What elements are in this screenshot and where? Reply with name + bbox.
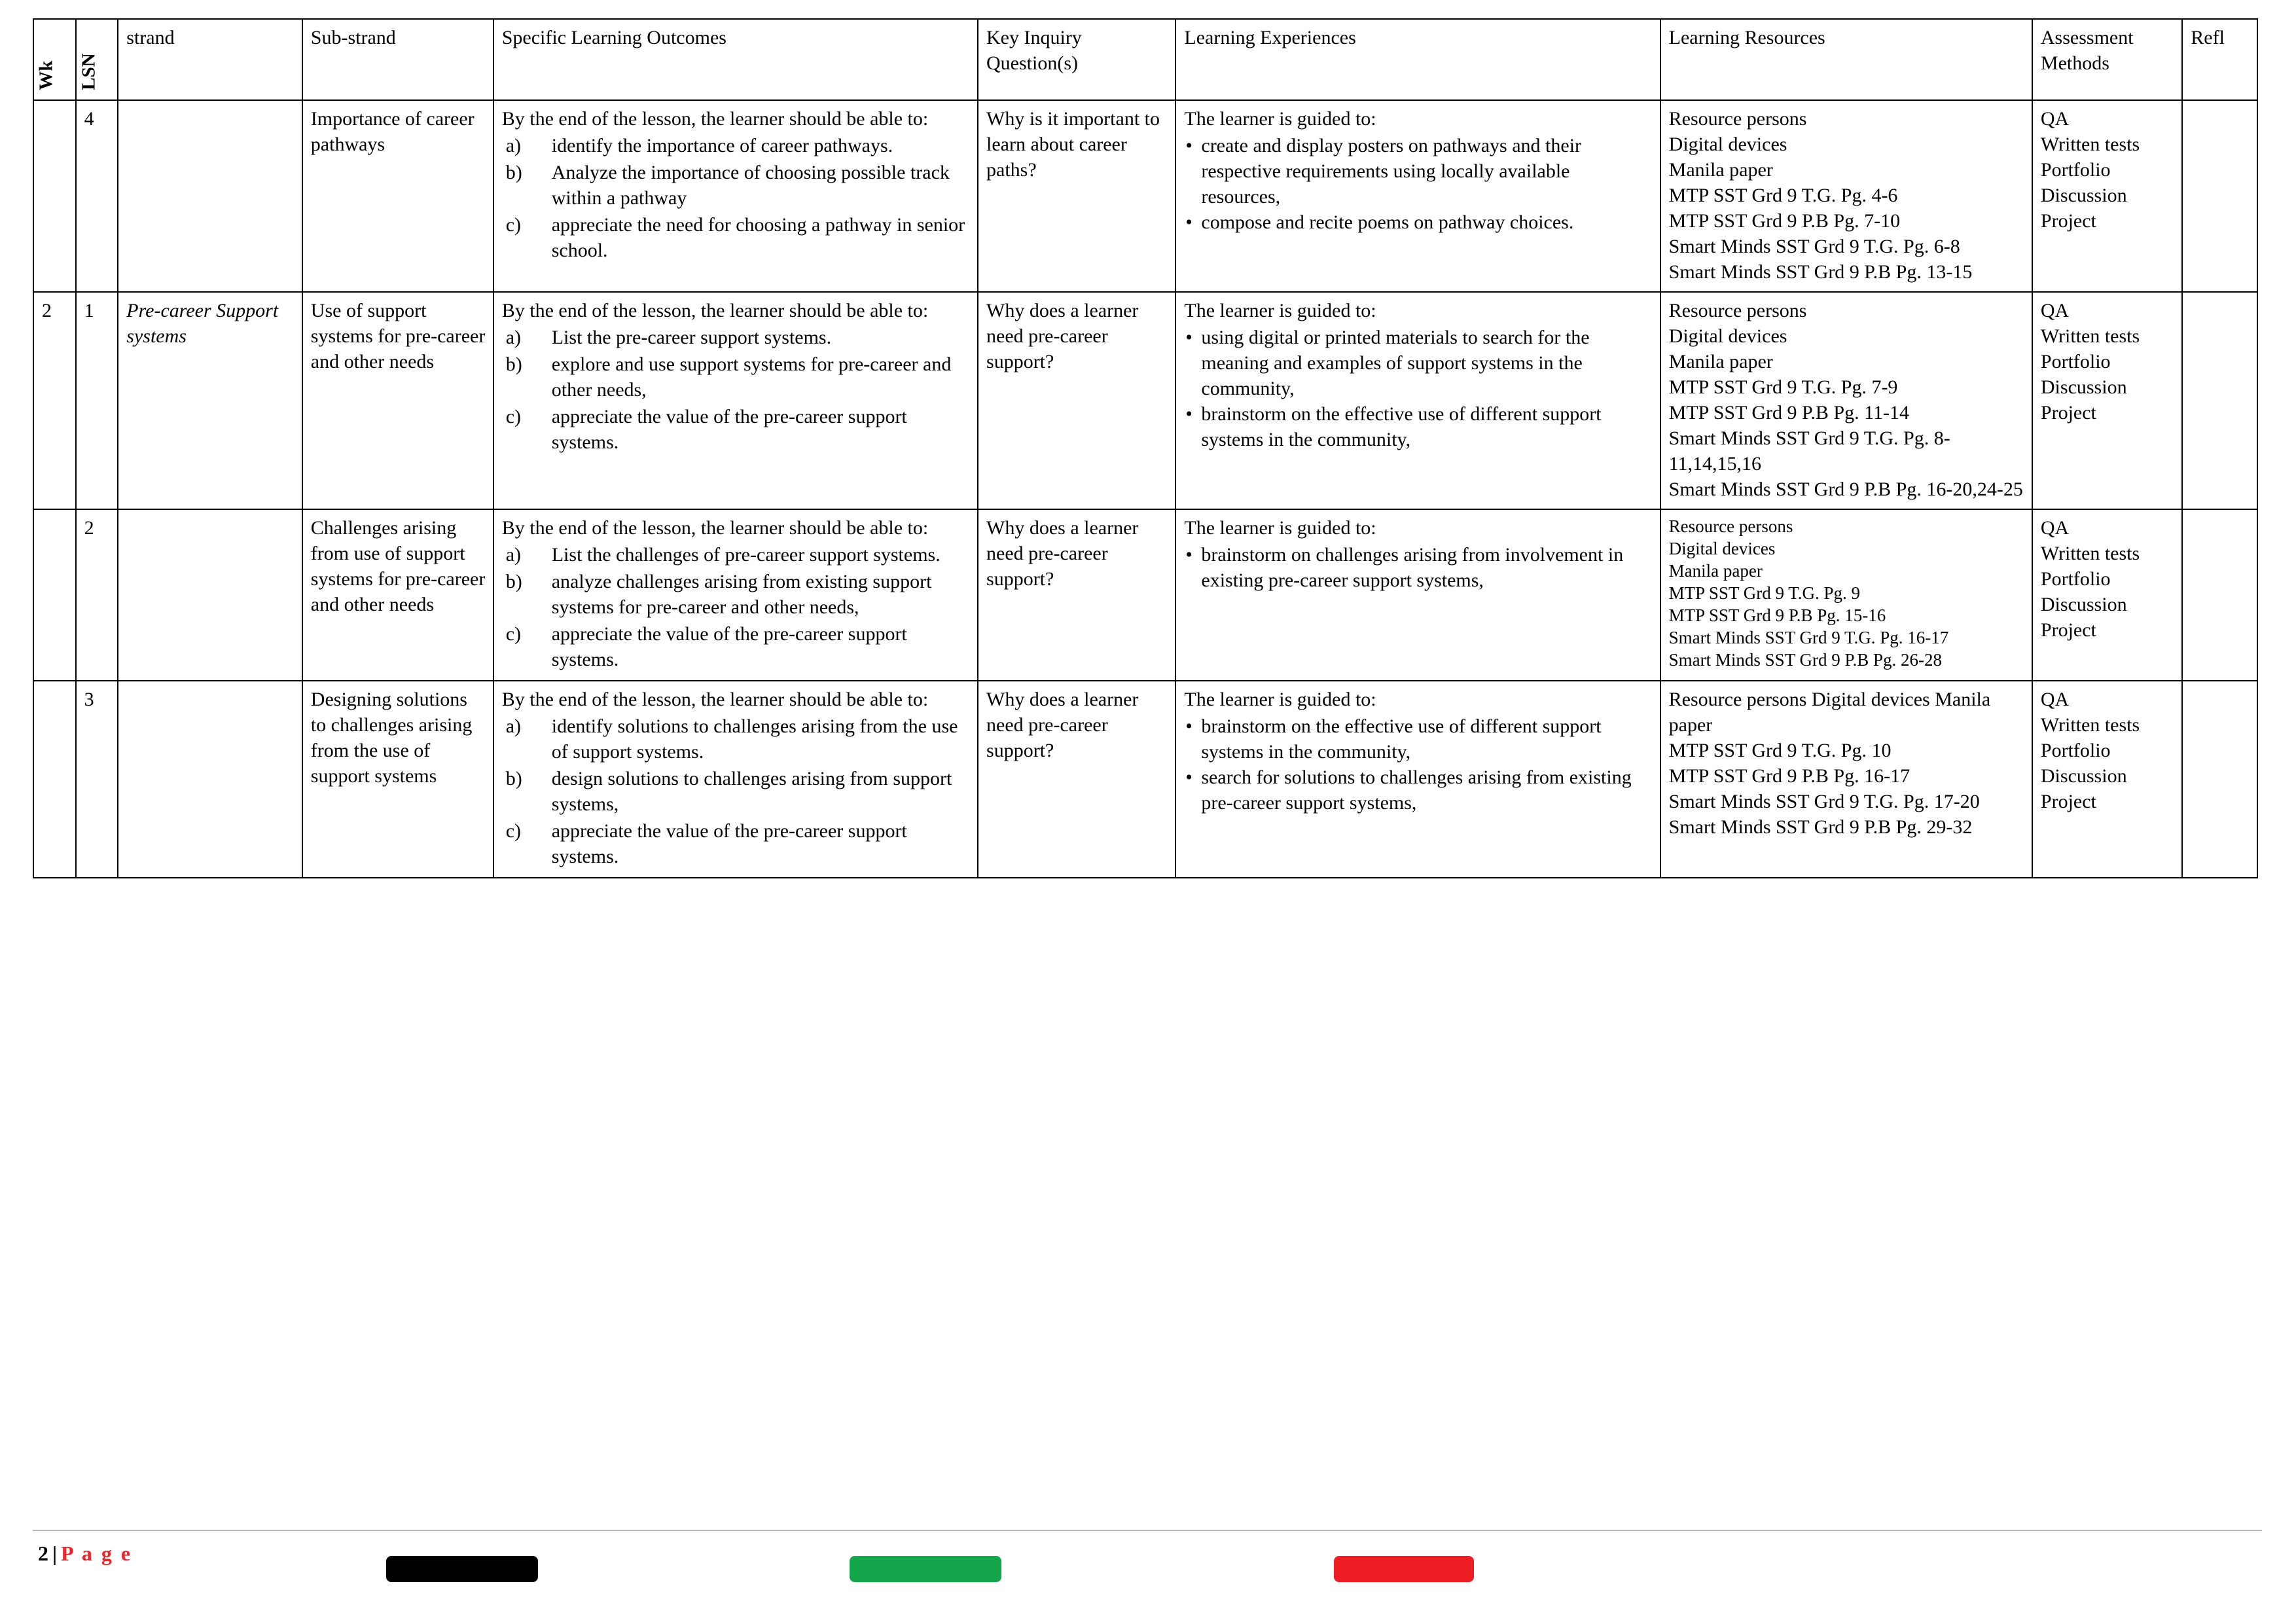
learning-resource-item: Manila paper	[1668, 351, 1773, 372]
slo-list	[502, 713, 971, 869]
slo-item	[502, 352, 971, 403]
learning-resource-item: Smart Minds SST Grd 9 P.B Pg. 29-32	[1668, 816, 1973, 838]
page-number-value: 2	[38, 1542, 48, 1565]
slo-item	[502, 325, 971, 350]
learning-experiences-list	[1184, 133, 1653, 235]
table-row	[33, 509, 2257, 681]
cell-specific-learning-outcomes	[493, 681, 978, 878]
cell-specific-learning-outcomes	[493, 100, 978, 292]
column-header-assessment-methods	[2032, 19, 2182, 100]
table-body	[33, 100, 2257, 878]
learning-resource-item: MTP SST Grd 9 P.B Pg. 11-14	[1668, 402, 1909, 424]
learning-resource-item: Digital devices	[1668, 134, 1787, 155]
slo-item-label: b)	[505, 768, 522, 789]
cell-reflection	[2182, 292, 2257, 509]
slo-item-text: appreciate the value of the pre-career support systems.	[551, 820, 907, 867]
column-header-sub-strand: Sub-strand	[302, 19, 493, 100]
cell-key-inquiry-question: Why is it important to learn about career paths?	[978, 100, 1175, 292]
learning-resource-item: Resource persons	[1668, 300, 1807, 321]
cell-strand: Pre-career Support systems	[118, 292, 302, 509]
slo-intro: By the end of the lesson, the learner should be able to:	[501, 517, 929, 539]
learning-experiences-intro: The learner is guided to:	[1184, 517, 1376, 539]
assessment-method-item: Discussion	[2040, 376, 2127, 398]
column-header-strand: strand	[118, 19, 302, 100]
learning-experiences-list	[1184, 325, 1653, 452]
slo-item-label: b)	[505, 353, 522, 375]
black-color-swatch	[386, 1556, 538, 1582]
assessment-header-line1: Assessment	[2040, 27, 2134, 48]
column-header-wk: Wk	[33, 19, 76, 100]
learning-resource-item: MTP SST Grd 9 T.G. Pg. 7-9	[1668, 376, 1898, 398]
cell-lesson: 3	[76, 681, 118, 878]
slo-item	[502, 133, 971, 158]
slo-item-text: List the challenges of pre-career support systems.	[551, 544, 941, 566]
slo-intro: By the end of the lesson, the learner should be able to:	[501, 300, 929, 321]
cell-assessment-methods	[2032, 681, 2182, 878]
page-footer	[0, 1526, 2296, 1624]
column-header-key-inquiry-questions	[978, 19, 1175, 100]
learning-resource-item: Smart Minds SST Grd 9 P.B Pg. 16-20,24-25	[1668, 478, 2023, 500]
assessment-method-item: Written tests	[2040, 543, 2140, 564]
learning-experiences-intro: The learner is guided to:	[1184, 300, 1376, 321]
cell-week	[33, 100, 76, 292]
assessment-method-item: Project	[2040, 619, 2096, 641]
footer-divider	[33, 1530, 2262, 1531]
learning-resource-item: Smart Minds SST Grd 9 P.B Pg. 26-28	[1668, 650, 1942, 670]
learning-experience-item: • compose and recite poems on pathway choices.	[1184, 209, 1653, 235]
red-color-swatch	[1334, 1556, 1474, 1582]
cell-reflection	[2182, 100, 2257, 292]
assessment-method-item: QA	[2040, 517, 2070, 539]
slo-item	[502, 766, 971, 817]
assessment-method-item: Project	[2040, 210, 2096, 232]
slo-item	[502, 212, 971, 263]
learning-resource-item: Digital devices	[1668, 325, 1787, 347]
cell-strand	[118, 681, 302, 878]
learning-experience-item: • brainstorm on the effective use of different support systems in the community,	[1184, 401, 1653, 452]
cell-learning-resources	[1660, 681, 2032, 878]
green-color-swatch	[850, 1556, 1001, 1582]
assessment-method-item: Discussion	[2040, 594, 2127, 615]
cell-learning-experiences	[1175, 100, 1660, 292]
learning-resource-item: MTP SST Grd 9 T.G. Pg. 9	[1668, 583, 1860, 604]
assessment-method-item: Portfolio	[2040, 568, 2111, 590]
learning-resource-item: MTP SST Grd 9 T.G. Pg. 4-6	[1668, 185, 1898, 206]
cell-learning-resources	[1660, 292, 2032, 509]
learning-resource-item: Manila paper	[1668, 159, 1773, 181]
learning-resource-item: Digital devices	[1668, 539, 1776, 559]
table-row	[33, 681, 2257, 878]
assessment-header-line2: Methods	[2040, 52, 2109, 74]
cell-lesson: 2	[76, 509, 118, 681]
cell-key-inquiry-question: Why does a learner need pre-career support?	[978, 292, 1175, 509]
assessment-method-item: Discussion	[2040, 185, 2127, 206]
column-header-lsn: LSN	[76, 19, 118, 100]
assessment-method-item: Written tests	[2040, 325, 2140, 347]
cell-learning-resources	[1660, 509, 2032, 681]
learning-resource-item: MTP SST Grd 9 P.B Pg. 15-16	[1668, 605, 1886, 626]
column-header-specific-learning-outcomes: Specific Learning Outcomes	[493, 19, 978, 100]
cell-sub-strand: Designing solutions to challenges arising from the use of support systems	[302, 681, 493, 878]
cell-learning-resources	[1660, 100, 2032, 292]
assessment-method-item: Project	[2040, 791, 2096, 812]
slo-item-text: analyze challenges arising from existing support systems for pre-career and other needs,	[551, 571, 932, 618]
slo-item-label: c)	[505, 406, 522, 427]
assessment-method-item: Portfolio	[2040, 159, 2111, 181]
assessment-method-item: Portfolio	[2040, 740, 2111, 761]
learning-resource-item: MTP SST Grd 9 T.G. Pg. 10	[1668, 740, 1892, 761]
learning-resource-item: Resource persons	[1668, 516, 1793, 536]
learning-experience-item: • using digital or printed materials to search for the meaning and examples of support systems in the community,	[1184, 325, 1653, 401]
cell-assessment-methods	[2032, 292, 2182, 509]
learning-resource-item: Smart Minds SST Grd 9 T.G. Pg. 16-17	[1668, 628, 1949, 648]
assessment-method-item: QA	[2040, 300, 2070, 321]
slo-item-label: c)	[505, 214, 522, 236]
learning-resource-item: MTP SST Grd 9 P.B Pg. 7-10	[1668, 210, 1901, 232]
cell-specific-learning-outcomes	[493, 292, 978, 509]
learning-resource-item: Smart Minds SST Grd 9 T.G. Pg. 8-11,14,15,16	[1668, 427, 1950, 475]
cell-key-inquiry-question: Why does a learner need pre-career support?	[978, 509, 1175, 681]
cell-specific-learning-outcomes	[493, 509, 978, 681]
slo-item-text: Analyze the importance of choosing possible track within a pathway	[551, 162, 950, 209]
cell-lesson: 4	[76, 100, 118, 292]
assessment-method-item: Discussion	[2040, 765, 2127, 787]
scheme-of-work-table	[33, 18, 2258, 878]
page-number-separator: |	[52, 1542, 58, 1565]
kiq-header-line2: Question(s)	[986, 52, 1078, 74]
slo-item-label: b)	[505, 571, 522, 592]
assessment-method-item: Written tests	[2040, 714, 2140, 736]
assessment-method-item: QA	[2040, 108, 2070, 130]
cell-learning-experiences	[1175, 292, 1660, 509]
cell-sub-strand: Importance of career pathways	[302, 100, 493, 292]
learning-experiences-intro: The learner is guided to:	[1184, 108, 1376, 130]
assessment-method-item: Project	[2040, 402, 2096, 424]
column-header-learning-resources: Learning Resources	[1660, 19, 2032, 100]
cell-assessment-methods	[2032, 100, 2182, 292]
learning-experiences-list	[1184, 542, 1653, 593]
column-header-refl: Refl	[2182, 19, 2257, 100]
cell-strand	[118, 509, 302, 681]
learning-experience-item: • search for solutions to challenges arising from existing pre-career support systems,	[1184, 765, 1653, 816]
learning-experience-item: • brainstorm on the effective use of different support systems in the community,	[1184, 713, 1653, 765]
assessment-method-item: Portfolio	[2040, 351, 2111, 372]
learning-experience-item: • create and display posters on pathways and their respective requirements using locally available resources,	[1184, 133, 1653, 209]
slo-item-label: a)	[505, 544, 522, 566]
slo-item-text: appreciate the value of the pre-career support systems.	[551, 623, 907, 670]
cell-lesson: 1	[76, 292, 118, 509]
cell-week: 2	[33, 292, 76, 509]
learning-resource-item: MTP SST Grd 9 P.B Pg. 16-17	[1668, 765, 1910, 787]
slo-item	[502, 818, 971, 869]
column-header-learning-experiences: Learning Experiences	[1175, 19, 1660, 100]
slo-item-text: appreciate the need for choosing a pathway in senior school.	[551, 214, 965, 261]
slo-item-text: identify the importance of career pathways.	[551, 135, 893, 156]
assessment-method-item: Written tests	[2040, 134, 2140, 155]
learning-resource-item: Resource persons Digital devices Manila paper	[1668, 689, 1991, 736]
slo-item	[502, 404, 971, 455]
slo-intro: By the end of the lesson, the learner should be able to:	[501, 108, 929, 130]
slo-item-label: a)	[505, 715, 522, 737]
slo-item	[502, 713, 971, 765]
slo-item-text: explore and use support systems for pre-career and other needs,	[551, 353, 952, 401]
slo-item	[502, 542, 971, 568]
cell-reflection	[2182, 681, 2257, 878]
slo-item	[502, 160, 971, 211]
table-header-row	[33, 19, 2257, 100]
slo-item-label: c)	[505, 623, 522, 645]
slo-item-text: identify solutions to challenges arising from the use of support systems.	[551, 715, 958, 763]
learning-experience-item: • brainstorm on challenges arising from involvement in existing pre-career support systems,	[1184, 542, 1653, 593]
learning-experiences-list	[1184, 713, 1653, 816]
learning-resource-item: Manila paper	[1668, 561, 1763, 581]
cell-week	[33, 509, 76, 681]
table-row	[33, 292, 2257, 509]
cell-reflection	[2182, 509, 2257, 681]
slo-item	[502, 621, 971, 672]
slo-item-label: a)	[505, 135, 522, 156]
cell-learning-experiences	[1175, 681, 1660, 878]
cell-sub-strand: Challenges arising from use of support systems for pre-career and other needs	[302, 509, 493, 681]
page-number-word: P a g e	[61, 1542, 133, 1565]
slo-item-text: appreciate the value of the pre-career support systems.	[551, 406, 907, 453]
cell-week	[33, 681, 76, 878]
cell-key-inquiry-question: Why does a learner need pre-career support?	[978, 681, 1175, 878]
slo-item-label: a)	[505, 327, 522, 348]
learning-resource-item: Smart Minds SST Grd 9 T.G. Pg. 17-20	[1668, 791, 1980, 812]
learning-resource-item: Smart Minds SST Grd 9 P.B Pg. 13-15	[1668, 261, 1973, 283]
slo-item-text: design solutions to challenges arising from support systems,	[551, 768, 952, 815]
kiq-header-line1: Key Inquiry	[986, 27, 1082, 48]
slo-list	[502, 133, 971, 263]
learning-experiences-intro: The learner is guided to:	[1184, 689, 1376, 710]
learning-resource-item: Resource persons	[1668, 108, 1807, 130]
learning-resource-item: Smart Minds SST Grd 9 T.G. Pg. 6-8	[1668, 236, 1960, 257]
table-row	[33, 100, 2257, 292]
cell-strand	[118, 100, 302, 292]
slo-item	[502, 569, 971, 620]
slo-list	[502, 542, 971, 672]
page-number	[38, 1542, 132, 1566]
slo-item-label: b)	[505, 162, 522, 183]
cell-assessment-methods	[2032, 509, 2182, 681]
cell-sub-strand: Use of support systems for pre-career and other needs	[302, 292, 493, 509]
slo-list	[502, 325, 971, 455]
slo-item-text: List the pre-career support systems.	[551, 327, 832, 348]
cell-learning-experiences	[1175, 509, 1660, 681]
assessment-method-item: QA	[2040, 689, 2070, 710]
slo-item-label: c)	[505, 820, 522, 842]
slo-intro: By the end of the lesson, the learner should be able to:	[501, 689, 929, 710]
